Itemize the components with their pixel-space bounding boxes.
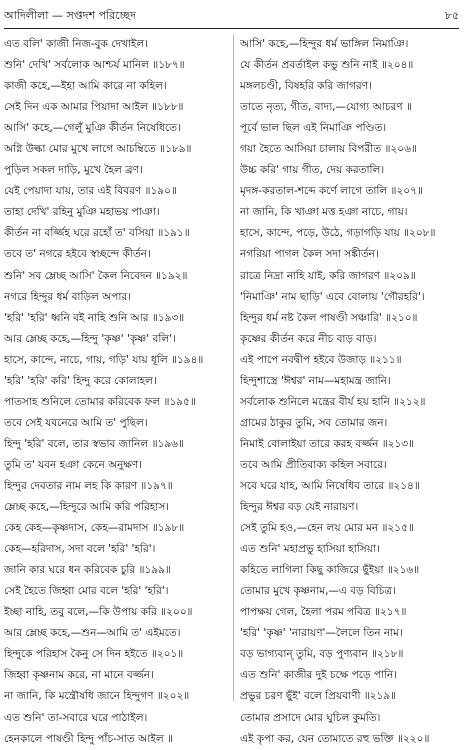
verse-line: জানি কার ঘরে ধন করিবেক চুরি ॥১৯৯॥: [4, 564, 171, 577]
verse-line: শুনি' দেখি' সর্বলোক আশ্চর্য মানিল ॥১৮৭॥: [4, 59, 185, 72]
verse-line: হিন্দুকে পরিহাস কৈনু সে দিন হইতে ॥২০১॥: [4, 648, 184, 661]
verse-line: সেই হৈতে জিহ্বা মোর বলে 'হরি' 'হরি'।: [4, 585, 169, 598]
verse-line: কেহ—হরিদাস, সদা বলে 'হরি' 'হরি'।: [4, 543, 156, 556]
verse-line: এই কৃপা কর, যেন তোমাতে রহু ভক্তি ॥২২০॥: [240, 732, 430, 745]
running-title: আদিলীলা — সপ্তদশ পরিচ্ছেদ: [4, 9, 136, 22]
verse-line: এই পাপে নবদ্বীপ হইবে উজাড় ॥২১১॥: [240, 353, 402, 366]
verse-line: তুমি ত' যবন হঞা কেনে অনুক্ষণ।: [4, 458, 143, 471]
verse-line: হিন্দুশাস্ত্রে 'ঈশ্বর' নাম—মহামন্ত্র জানি।: [240, 374, 391, 387]
verse-line: সর্বলোক শুনিলে মন্ত্রের বীর্য হয় হানি ॥২১২॥: [240, 395, 426, 408]
verse-line: যেই পেয়াদা যায়, তার এই বিবরণ ॥১৯০॥: [4, 185, 177, 198]
verse-line: পাপক্ষয় গেল, হৈলা পরম পবিত্র ॥২১৭॥: [240, 606, 407, 619]
right-verse-column: [240, 34, 462, 750]
verse-line: সবে ঘরে যাহ, আমি নিষেধিব তারে ॥২১৪॥: [240, 479, 420, 492]
verse-line: 'হরি' 'হরি' ধ্বনি বই নাহি শুনি আর ॥১৯৩॥: [4, 311, 185, 324]
verse-line: আর ম্লেচ্ছ কহে,—হিন্দু 'কৃষ্ণ' 'কৃষ্ণ' বলি'।: [4, 332, 176, 345]
verse-line: তবে ত' নগরে হইবে স্বচ্ছন্দে কীর্তন।: [4, 248, 151, 261]
verse-line: ম্লেচ্ছ কহে,—হিন্দুরে আমি করি পরিহাস।: [4, 501, 170, 514]
verse-line: 'হরি' 'কৃষ্ণ' 'নারায়ণ'—লৈলে তিন নাম।: [240, 627, 403, 640]
verse-line: তোমার প্রসাদে মোর ঘুচিল কুমতি।: [240, 711, 381, 724]
verse-line: তোমার মুখে কৃষ্ণনাম,—এ বড় বিচিত্র।: [240, 585, 396, 598]
verse-line: মৃদঙ্গ-করতাল-শব্দে কর্ণে লাগে তালি ॥২০৭॥: [240, 185, 423, 198]
verse-line: উচ্চ করি' গায় গীত, দেয় করতালি।: [240, 164, 385, 177]
verse-line: কহিতে লাগিলা কিছু কাজিরে ছুঁইয়া ॥২১৬॥: [240, 564, 420, 577]
verse-line: এত শুনি' তা-সবারে ঘরে পাঠাইল।: [4, 711, 148, 724]
verse-line: 'নিমাঞি' নাম ছাড়ি' এবে বোলায় 'গৌরহরি'।: [240, 290, 425, 303]
verse-line: অগ্নি উল্কা মোর মুখে লাগে আচম্বিতে ॥১৮৯॥: [4, 143, 192, 156]
verse-line: জিহ্বা কৃষ্ণনাম করে, না মানে বর্জ্জন।: [4, 669, 154, 682]
verse-line: হাসে, কান্দে, পড়ে, উঠে, গড়াগড়ি যায় ॥২০৮॥: [240, 227, 436, 240]
verse-line: কাজী কহে,—ইহা আমি কারে না কহিল।: [4, 80, 167, 93]
verse-line: হিন্দুর দেবতার নাম লহ কি কারণ ॥১৯৭॥: [4, 479, 173, 492]
verse-line: যে কীর্তন প্রবর্তাইল কভু শুনি নাই ॥২০৪॥: [240, 59, 414, 72]
verse-line: হিন্দুর ঈশ্বর বড় যেই নারায়ণ।: [240, 501, 359, 514]
verse-line: পূর্বে ভাল ছিল এই নিমাঞি পণ্ডিত।: [240, 122, 387, 135]
verse-line: হিন্দু 'হরি' বলে, তার স্বভাব জানিল ॥১৯৬॥: [4, 437, 184, 450]
verse-line: এত শুনি' মহাপ্রভু হাসিয়া হাসিয়া।: [240, 543, 380, 556]
verse-line: নগরিয়া পাগল কৈল সদা সঙ্কীর্তন।: [240, 248, 379, 261]
verse-line: প্রভুর চরণ ছুঁই' বলে প্রিয়বাণী ॥২১৯॥: [240, 690, 397, 703]
verse-line: সেই তুমি হও,—হেন লয় মোর মন ॥২১৫॥: [240, 522, 414, 535]
verse-line: এত শুনি' কাজীর দুই চক্ষে পড়ে পানি।: [240, 669, 398, 682]
verse-line: বড় ভাগ্যবান্ তুমি, বড় পুণ্যবান ॥২১৮॥: [240, 648, 404, 661]
header-rule: [4, 28, 459, 29]
verse-line: তাহা দেখি' রহিনু মুঞি মহাভয় পাঞা।: [4, 206, 160, 219]
verse-line: এত বলি' কাজী নিজ-বুক দেখাইল।: [4, 38, 148, 50]
verse-line: সেই দিন এক আমার পিয়াদা আইল ॥১৮৮॥: [4, 101, 184, 114]
verse-line: শুনি' সব ম্লেচ্ছ আসি' কৈল নিবেদন ॥১৯২॥: [4, 269, 188, 282]
verse-line: হাসে, কান্দে, নাচে, গায়, গড়ি' যায় ধূলি ॥১৯৪॥: [4, 353, 204, 366]
verse-line: রাত্রে নিদ্রা নাহি যাই, করি জাগরণ ॥২০৯॥: [240, 269, 416, 282]
verse-line: 'হরি' 'হরি' করি' হিন্দু করে কোলাহল।: [4, 374, 157, 387]
verse-line: পুড়িল সকল দাড়ি, মুখে হৈল ব্রণ।: [4, 164, 143, 177]
verse-line: নিমাই বোলাইয়া তারে করহ বর্জ্জন ॥২১৩॥: [240, 437, 415, 450]
verse-line: গয়া হৈতে আসিয়া চালায় বিপরীত ॥২০৬॥: [240, 143, 417, 156]
verse-line: আসি' কহে,—গেলুঁ মুঞি কীর্তন নিষেধিতে।: [4, 122, 181, 135]
page-number: ৮৫: [444, 9, 459, 22]
verse-line: তাতে নৃত্য, গীত, বাদ্য,—যোগ্য আচরণ ॥: [240, 101, 412, 114]
verse-line: পাতসাহ শুনিলে তোমার করিবেক ফল ॥১৯৫॥: [4, 395, 196, 408]
verse-line: ইচ্ছা নাহি, তবু বলে,—কি উপায় করি ॥২০০॥: [4, 606, 193, 619]
verse-line: নগরে হিন্দুর ধর্ম বাড়িল অপার।: [4, 290, 131, 303]
verse-line: কেহ কেহ—কৃষ্ণদাস, কেহ—রামদাস ॥১৯৮॥: [4, 522, 185, 535]
page-header: [4, 6, 459, 26]
verse-line: তবে সেই যবনেরে আমি ত' পুছিল।: [4, 416, 148, 429]
verse-line: তবে আমি প্রীতিবাক্য কহিল সবারে।: [240, 458, 387, 471]
left-verse-column: [4, 34, 226, 750]
verse-line: মঙ্গলচণ্ডী, বিষহরি করি জাগরণ।: [240, 80, 372, 93]
verse-line: না জানি, কি মন্ত্রৌষধি জানে হিন্দুগণ ॥২০২॥: [4, 690, 190, 703]
verse-line: হিন্দুর ধর্ম নষ্ট কৈল পাষণ্ডী সঞ্চারি' ॥২১০॥: [240, 311, 418, 324]
verse-line: আর ম্লেচ্ছ কহে,—শুন—আমি ত' এইমতে।: [4, 627, 181, 640]
verse-line: না জানি, কি খাঞা মত্ত হঞা নাচে, গায়।: [240, 206, 408, 219]
verse-line: আসি' কহে,—হিন্দুর ধর্ম ভাঙ্গিল নিমাঞি।: [240, 38, 409, 50]
verse-line: কীর্তন না বর্জ্জিহ ঘরে রহোঁ ত' বসিয়া ॥১৯১॥: [4, 227, 190, 240]
verse-line: গ্রামের ঠাকুর তুমি, সব তোমার জন।: [240, 416, 388, 429]
verse-line: কৃষ্ণের কীর্তন করে নীচ বাড় বাড়।: [240, 332, 377, 345]
column-divider: [233, 34, 234, 701]
verse-line: হেনকালে পাষণ্ডী হিন্দু পাঁচ-সাত আইল ॥: [4, 732, 173, 745]
